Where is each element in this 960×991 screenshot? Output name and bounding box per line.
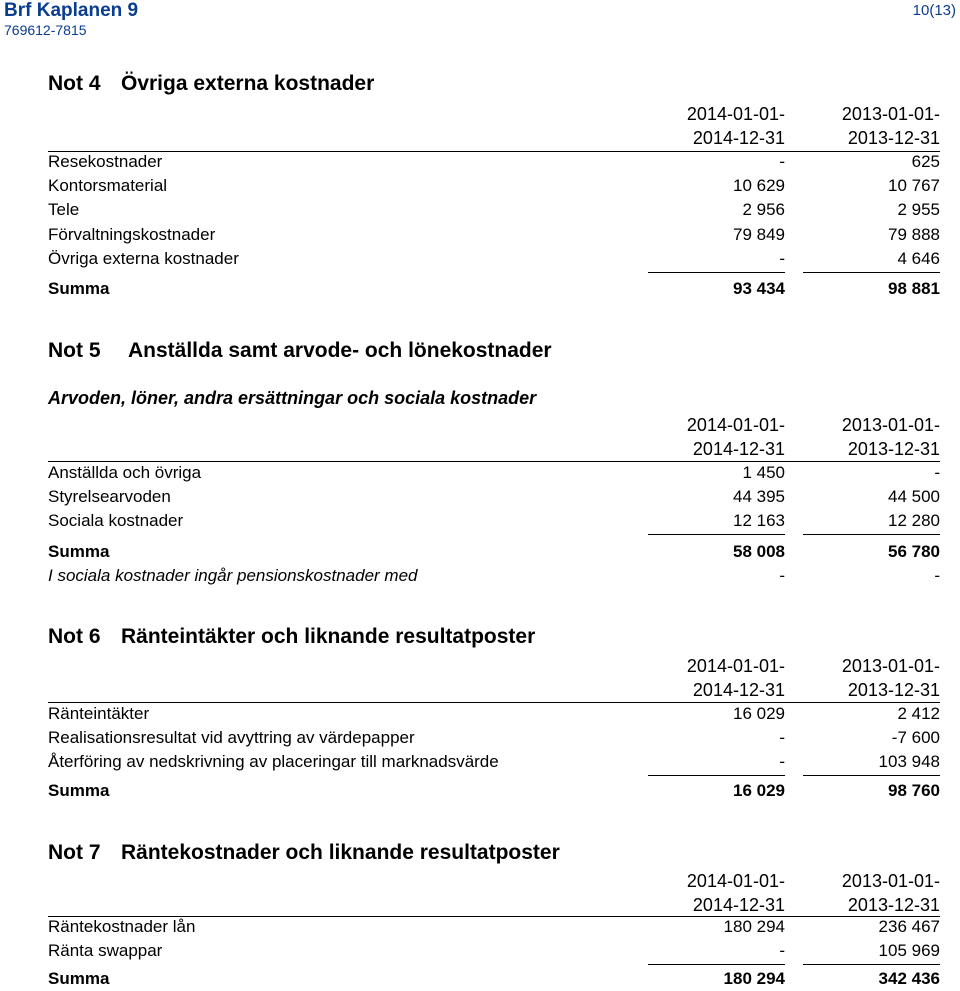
- period-end: 2013-12-31: [847, 439, 940, 459]
- row-value-2013: 625: [911, 152, 940, 171]
- row-value-2013: 79 888: [888, 225, 940, 244]
- note5-number: Not 5: [48, 339, 101, 362]
- table-row: [0, 750, 960, 774]
- row-label: Styrelsearvoden: [48, 487, 171, 506]
- table-row: [0, 509, 960, 533]
- row-value-2014: 1 450: [742, 463, 785, 482]
- sum-row: [0, 779, 960, 803]
- row-value-2014: 10 629: [733, 176, 785, 195]
- row-value-2013: 44 500: [888, 487, 940, 506]
- row-value-2013: 10 767: [888, 176, 940, 195]
- note7-period-2014: [625, 869, 785, 917]
- row-value-2013: 236 467: [878, 917, 940, 936]
- table-row: [0, 564, 960, 588]
- note5-title-text: Anställda samt arvode- och lönekostnader: [128, 339, 552, 362]
- sum-label: Summa: [48, 542, 110, 561]
- sum-value-2014: 180 294: [723, 969, 785, 988]
- row-value-2014: -: [779, 752, 785, 771]
- sum-value-2013: 342 436: [878, 969, 940, 988]
- sum-rule: [648, 964, 785, 965]
- row-value-2013: 2 955: [897, 200, 940, 219]
- table-row: [0, 223, 960, 247]
- period-start: 2014-01-01-: [686, 415, 785, 435]
- sum-label: Summa: [48, 969, 110, 988]
- row-label: Sociala kostnader: [48, 511, 184, 530]
- row-value-2013: 105 969: [878, 941, 940, 960]
- table-row: [0, 485, 960, 509]
- row-value-2014: -: [779, 728, 785, 747]
- period-start: 2013-01-01-: [841, 656, 940, 676]
- table-row: [0, 247, 960, 271]
- row-value-2014: 16 029: [733, 704, 785, 723]
- row-label: Räntekostnader lån: [48, 917, 196, 936]
- period-start: 2014-01-01-: [686, 656, 785, 676]
- row-value-2013: -: [934, 566, 940, 585]
- row-value-2014: -: [779, 152, 785, 171]
- row-value-2013: -: [934, 463, 940, 482]
- row-value-2014: 2 956: [742, 200, 785, 219]
- table-row: [0, 915, 960, 939]
- period-start: 2013-01-01-: [841, 415, 940, 435]
- note5-period-2013: [780, 413, 940, 461]
- period-end: 2014-12-31: [692, 895, 785, 915]
- row-label: Tele: [48, 200, 80, 219]
- note7-title-text: Räntekostnader och liknande resultatposter: [121, 841, 560, 864]
- sum-label: Summa: [48, 279, 110, 298]
- period-end: 2013-12-31: [847, 680, 940, 700]
- row-label: Övriga externa kostnader: [48, 249, 239, 268]
- organization-number: 769612-7815: [4, 22, 87, 38]
- row-label: Förvaltningskostnader: [48, 225, 216, 244]
- row-label: Anställda och övriga: [48, 463, 202, 482]
- table-row: [0, 174, 960, 198]
- row-label: I sociala kostnader ingår pensionskostnader med: [48, 566, 418, 585]
- note5-period-2014: [625, 413, 785, 461]
- period-end: 2013-12-31: [847, 895, 940, 915]
- row-label: Återföring av nedskrivning av placeringar till marknadsvärde: [48, 752, 499, 771]
- row-value-2013: 2 412: [897, 704, 940, 723]
- period-start: 2013-01-01-: [841, 871, 940, 891]
- period-end: 2014-12-31: [692, 680, 785, 700]
- sum-rule: [803, 534, 940, 535]
- note7-period-2013: [780, 869, 940, 917]
- row-value-2014: 44 395: [733, 487, 785, 506]
- sum-value-2013: 98 760: [888, 781, 940, 800]
- row-value-2014: 12 163: [733, 511, 785, 530]
- note4-period-2013: [780, 102, 940, 150]
- sum-value-2013: 56 780: [888, 542, 940, 561]
- period-end: 2014-12-31: [692, 128, 785, 148]
- sum-rule: [648, 534, 785, 535]
- note6-period-2014: [625, 654, 785, 702]
- note4-period-2014: [625, 102, 785, 150]
- row-value-2014: 180 294: [723, 917, 785, 936]
- note6-number: Not 6: [48, 625, 101, 648]
- sum-value-2014: 16 029: [733, 781, 785, 800]
- period-start: 2013-01-01-: [841, 104, 940, 124]
- row-label: Ränteintäkter: [48, 704, 150, 723]
- row-value-2013: 103 948: [878, 752, 940, 771]
- sum-rule: [803, 775, 940, 776]
- sum-row: [0, 540, 960, 564]
- sum-value-2014: 58 008: [733, 542, 785, 561]
- note6-title: [48, 625, 535, 649]
- row-value-2013: 4 646: [897, 249, 940, 268]
- sum-label: Summa: [48, 781, 110, 800]
- row-value-2013: 12 280: [888, 511, 940, 530]
- organization-name: Brf Kaplanen 9: [4, 0, 139, 21]
- row-value-2014: -: [779, 249, 785, 268]
- sum-rule: [648, 775, 785, 776]
- note6-period-2013: [780, 654, 940, 702]
- table-row: [0, 726, 960, 750]
- sum-rule: [648, 272, 785, 273]
- note5-subtitle: Arvoden, löner, andra ersättningar och sociala kostnader: [48, 388, 537, 408]
- row-value-2014: 79 849: [733, 225, 785, 244]
- note7-title: [48, 841, 560, 865]
- sum-rule: [803, 964, 940, 965]
- table-row: [0, 198, 960, 222]
- row-label: Ränta swappar: [48, 941, 163, 960]
- note4-title-text: Övriga externa kostnader: [121, 72, 375, 95]
- row-value-2013: -7 600: [891, 728, 940, 747]
- note4-title: [48, 72, 374, 96]
- sum-value-2013: 98 881: [888, 279, 940, 298]
- table-row: [0, 939, 960, 963]
- table-row: [0, 150, 960, 174]
- row-value-2014: -: [779, 566, 785, 585]
- row-label: Kontorsmaterial: [48, 176, 168, 195]
- page-number: 10(13): [912, 2, 956, 19]
- table-row: [0, 702, 960, 726]
- period-start: 2014-01-01-: [686, 871, 785, 891]
- note5-title: [48, 339, 552, 363]
- period-start: 2014-01-01-: [686, 104, 785, 124]
- period-end: 2014-12-31: [692, 439, 785, 459]
- note4-number: Not 4: [48, 72, 101, 95]
- row-label: Resekostnader: [48, 152, 163, 171]
- sum-value-2014: 93 434: [733, 279, 785, 298]
- sum-row: [0, 967, 960, 991]
- table-row: [0, 461, 960, 485]
- sum-row: [0, 277, 960, 301]
- note6-title-text: Ränteintäkter och liknande resultatposter: [121, 625, 536, 648]
- sum-rule: [803, 272, 940, 273]
- row-value-2014: -: [779, 941, 785, 960]
- note7-number: Not 7: [48, 841, 101, 864]
- period-end: 2013-12-31: [847, 128, 940, 148]
- row-label: Realisationsresultat vid avyttring av värdepapper: [48, 728, 415, 747]
